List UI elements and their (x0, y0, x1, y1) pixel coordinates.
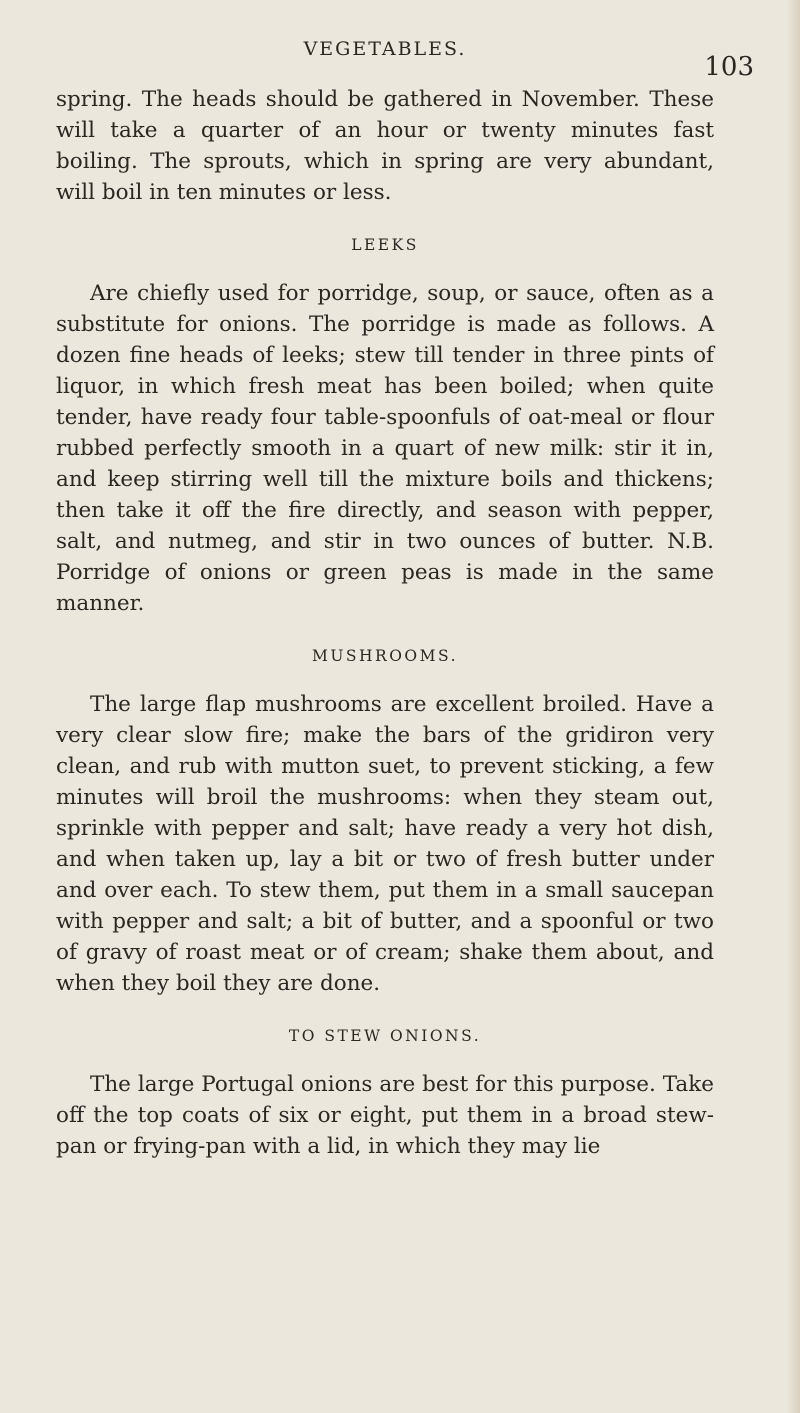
page-edge-shadow (786, 0, 800, 1413)
running-title: VEGETABLES. (303, 38, 467, 60)
section-heading-stew-onions: TO STEW ONIONS. (288, 1027, 482, 1045)
section-paragraph-stew-onions: The large Portugal onions are best for this purpose. Take off the top coats of six or eight, put them in a broad stew-pan or frying-pan with a lid, in which they may lie (56, 1072, 714, 1159)
running-head (56, 38, 754, 82)
page-number: 103 (704, 52, 754, 82)
section-paragraph-mushrooms: The large flap mushrooms are excellent broiled. Have a very clear slow fire; make the bars of the gridiron very clean, and rub with mutton suet, to prevent sticking, a few minutes will broil the mushrooms: when they steam out, sprinkle with pepper and salt; have ready a very hot dish, and when taken up, lay a bit or two of fresh butter under and over each. To stew them, put them in a small saucepan with pepper and salt; a bit of butter, and a spoonful or two of gravy of roast meat or of cream; shake them about, and when they boil they are done. (56, 692, 714, 996)
section-paragraph-leeks: Are chiefly used for porridge, soup, or sauce, often as a substitute for onions. The porridge is made as follows. A dozen fine heads of leeks; stew till tender in three pints of liquor, in which fresh meat has been boiled; when quite tender, have ready four table-spoonfuls of oat-meal or flour rubbed perfectly smooth in a quart of new milk: stir it in, and keep stirring well till the mixture boils and thickens; then take it off the fire directly, and season with pepper, salt, and nutmeg, and stir in two ounces of butter. N.B. Porridge of onions or green peas is made in the same manner. (56, 281, 714, 616)
section-heading-mushrooms: MUSHROOMS. (311, 647, 459, 665)
intro-paragraph: spring. The heads should be gathered in November. These will take a quarter of an hour or twenty minutes fast boiling. The sprouts, which in spring are very abundant, will boil in ten minutes or less. (56, 87, 714, 205)
section-heading-leeks: LEEKS (351, 236, 419, 254)
